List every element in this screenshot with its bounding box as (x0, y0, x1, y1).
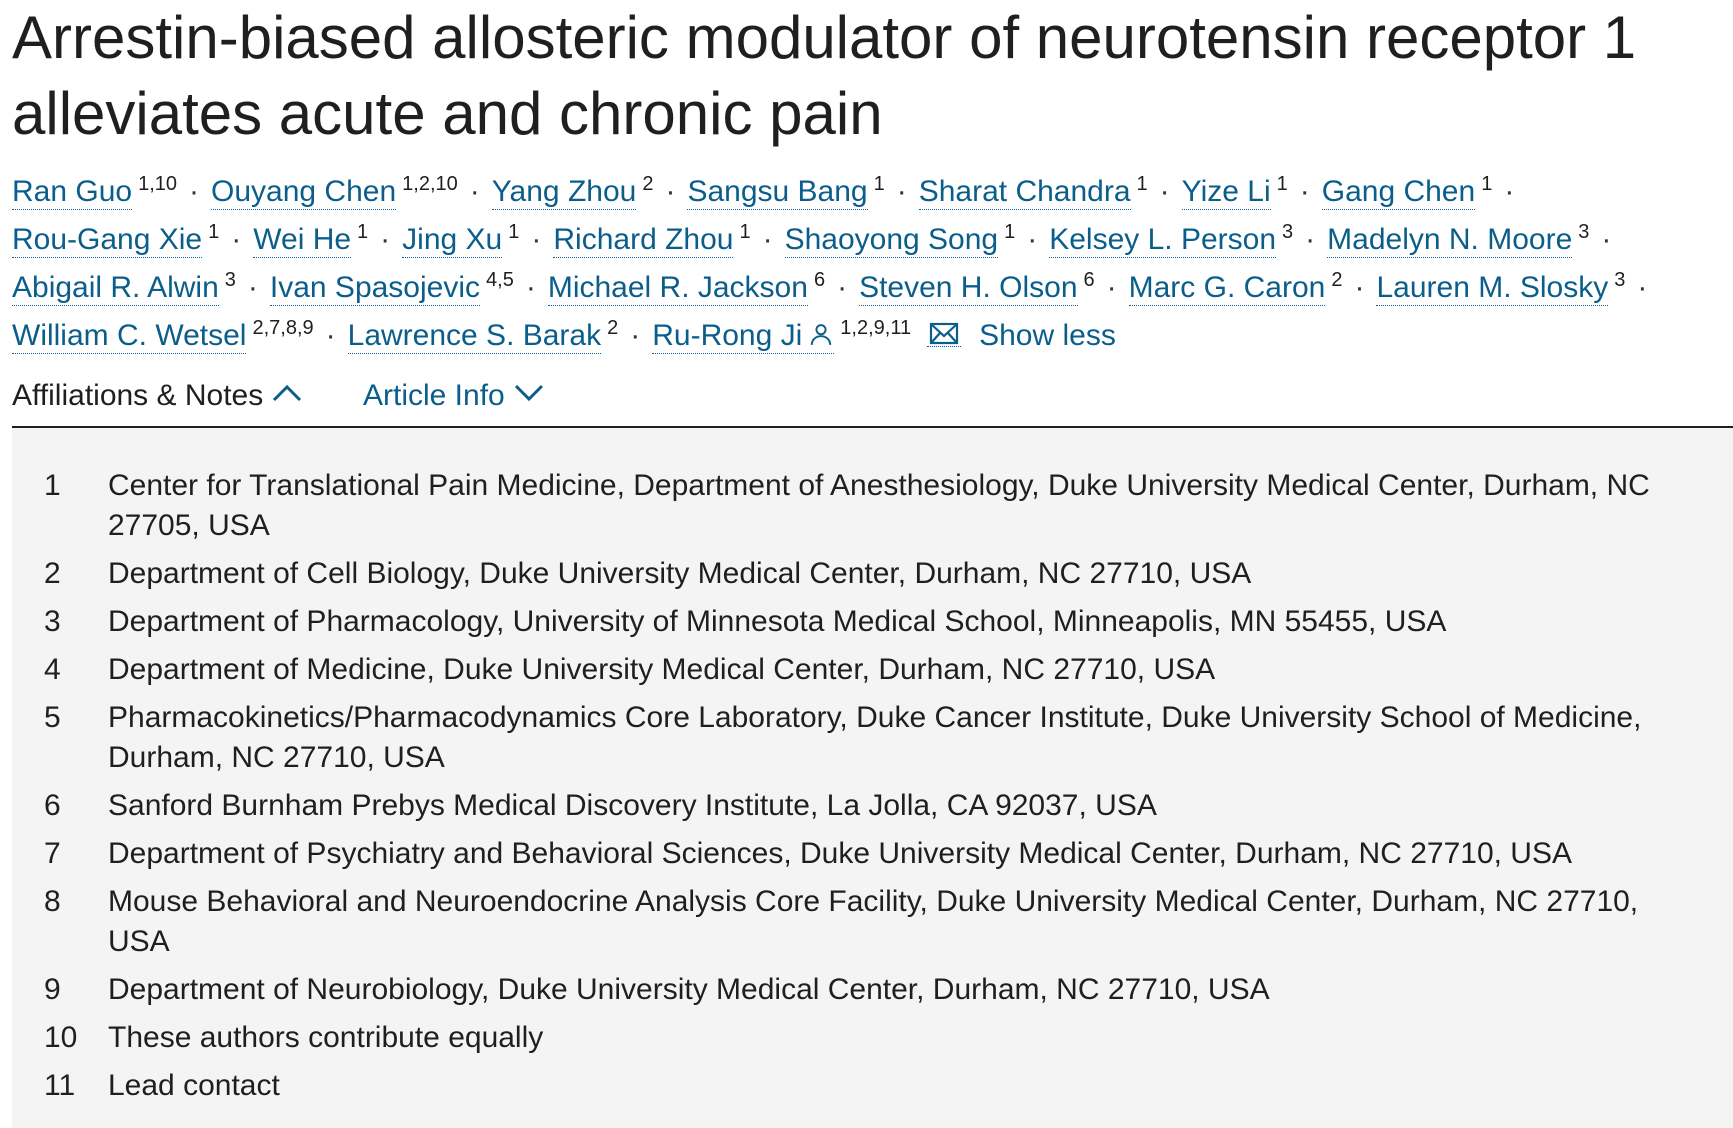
author-link[interactable] (652, 319, 834, 354)
author-link[interactable]: Marc G. Caron (1128, 271, 1326, 304)
author-separator: · (525, 271, 536, 304)
affiliation-number: 3 (44, 605, 61, 638)
person-icon (808, 321, 834, 347)
affiliation-number: 4 (44, 653, 61, 686)
author-affiliation-refs: 1 (1276, 173, 1288, 195)
chevron-down-icon (513, 382, 545, 404)
author-affiliation-refs: 1,2,9,11 (840, 317, 912, 339)
affiliation-item (12, 466, 1668, 546)
affiliation-number: 7 (44, 837, 61, 870)
author-list (12, 168, 1712, 360)
author-separator: · (1299, 175, 1310, 208)
author-separator: · (1601, 223, 1612, 256)
affiliation-number: 2 (44, 557, 61, 590)
author-separator: · (762, 223, 773, 256)
author-separator: · (1504, 175, 1515, 208)
author-affiliation-refs: 3 (1578, 221, 1590, 243)
author-separator: · (1106, 271, 1117, 304)
author-separator: · (531, 223, 542, 256)
affiliation-item (12, 698, 1668, 778)
tab-article-info[interactable] (363, 376, 545, 416)
author-affiliation-refs: 1 (1136, 173, 1148, 195)
author-entry (211, 175, 458, 208)
author-affiliation-refs: 1 (739, 221, 751, 243)
affiliation-text: Department of Pharmacology, University of Minnesota Medical School, Minneapolis, MN 55455, USA (108, 605, 1447, 638)
article-header (12, 0, 1712, 360)
affiliation-text: Department of Neurobiology, Duke University Medical Center, Durham, NC 27710, USA (108, 973, 1270, 1006)
author-entry (1376, 271, 1625, 304)
author-link[interactable]: Lawrence S. Barak (347, 319, 602, 352)
author-entry (12, 319, 314, 352)
affiliation-item (12, 602, 1668, 642)
chevron-up-icon (271, 382, 303, 404)
author-entry (12, 271, 236, 304)
author-link[interactable]: Rou-Gang Xie (12, 223, 203, 256)
author-affiliation-refs: 1,10 (138, 173, 178, 195)
affiliations-panel (12, 428, 1733, 1128)
author-separator: · (469, 175, 480, 208)
author-affiliation-refs: 1 (357, 221, 369, 243)
affiliation-item (12, 882, 1668, 962)
affiliation-number: 5 (44, 701, 61, 734)
author-entry (253, 223, 368, 256)
author-affiliation-refs: 1 (1004, 221, 1016, 243)
author-link[interactable]: Yang Zhou (491, 175, 637, 208)
affiliation-number: 1 (44, 469, 61, 502)
author-affiliation-refs: 3 (1614, 269, 1626, 291)
author-link[interactable]: Wei He (253, 223, 352, 256)
author-affiliation-refs: 3 (224, 269, 236, 291)
author-link[interactable]: Kelsey L. Person (1049, 223, 1277, 256)
author-affiliation-refs: 2 (607, 317, 619, 339)
author-separator: · (1305, 223, 1316, 256)
author-affiliation-refs: 1 (1481, 173, 1493, 195)
affiliation-text: Center for Translational Pain Medicine, Department of Anesthesiology, Duke University Medical Center, Durham, NC 27705, USA (108, 469, 1650, 542)
author-separator: · (1637, 271, 1648, 304)
author-affiliation-refs: 1 (208, 221, 220, 243)
author-link[interactable]: Sangsu Bang (687, 175, 868, 208)
author-separator: · (630, 319, 641, 352)
author-link[interactable]: Madelyn N. Moore (1327, 223, 1573, 256)
article-title: Arrestin-biased allosteric modulator of neurotensin receptor 1 alleviates acute and chronic pain (12, 4, 1637, 147)
affiliation-item (12, 554, 1668, 594)
affiliation-text: Pharmacokinetics/Pharmacodynamics Core Laboratory, Duke Cancer Institute, Duke University School of Medicine, Durham, NC 27710, USA (108, 701, 1642, 774)
affiliation-number: 6 (44, 789, 61, 822)
affiliation-text: Lead contact (108, 1069, 280, 1102)
author-link[interactable]: Shaoyong Song (784, 223, 999, 256)
author-entry (402, 223, 519, 256)
author-affiliation-refs: 1 (508, 221, 520, 243)
affiliation-text: Department of Medicine, Duke University Medical Center, Durham, NC 27710, USA (108, 653, 1216, 686)
author-entry (1182, 175, 1288, 208)
author-link[interactable]: Abigail R. Alwin (12, 271, 219, 304)
author-separator: · (1027, 223, 1038, 256)
author-link[interactable]: Gang Chen (1321, 175, 1476, 208)
author-separator: · (837, 271, 848, 304)
affiliation-item (12, 650, 1668, 690)
author-link[interactable]: Sharat Chandra (918, 175, 1131, 208)
info-tabs (12, 368, 1733, 428)
author-entry (348, 319, 619, 352)
author-affiliation-refs: 1,2,10 (402, 173, 458, 195)
affiliation-item (12, 834, 1668, 874)
show-less-link[interactable]: Show less (979, 319, 1116, 352)
author-link[interactable]: Lauren M. Slosky (1376, 271, 1609, 304)
author-affiliation-refs: 2 (642, 173, 654, 195)
author-entry (553, 223, 750, 256)
tab-label: Affiliations & Notes (12, 379, 264, 412)
author-link[interactable]: Michael R. Jackson (547, 271, 808, 304)
author-affiliation-refs: 2 (1331, 269, 1343, 291)
author-affiliation-refs: 6 (813, 269, 826, 291)
author-entry (1327, 223, 1589, 256)
affiliation-text: These authors contribute equally (108, 1021, 544, 1054)
affiliation-text: Department of Cell Biology, Duke University Medical Center, Durham, NC 27710, USA (108, 557, 1252, 590)
author-link[interactable]: Steven H. Olson (859, 271, 1078, 304)
author-link[interactable]: Yize Li (1181, 175, 1271, 208)
author-separator: · (1354, 271, 1365, 304)
author-separator: · (896, 175, 907, 208)
affiliation-number: 8 (44, 885, 61, 918)
author-affiliation-refs: 2,7,8,9 (252, 317, 314, 339)
affiliation-number: 9 (44, 973, 61, 1006)
author-link[interactable]: Ouyang Chen (211, 175, 397, 208)
author-entry (859, 271, 1095, 304)
author-entry-corresponding (652, 319, 911, 352)
affiliation-text: Sanford Burnham Prebys Medical Discovery Institute, La Jolla, CA 92037, USA (108, 789, 1157, 822)
author-affiliation-refs: 4,5 (486, 269, 514, 291)
affiliation-text: Mouse Behavioral and Neuroendocrine Analysis Core Facility, Duke University Medical Center, Durham, NC 27710, USA (108, 885, 1639, 958)
author-entry (548, 271, 825, 304)
affiliation-number: 11 (44, 1069, 76, 1102)
tab-label: Article Info (363, 379, 505, 412)
author-affiliation-refs: 6 (1083, 269, 1095, 291)
affiliation-item (12, 970, 1668, 1010)
author-separator: · (189, 175, 200, 208)
affiliation-item (12, 1018, 1668, 1058)
author-entry (12, 223, 219, 256)
tab-affiliations-notes[interactable] (12, 376, 303, 431)
affiliation-item (12, 786, 1668, 826)
author-separator: · (665, 175, 676, 208)
affiliation-text: Department of Psychiatry and Behavioral Sciences, Duke University Medical Center, Durham, NC 27710, USA (108, 837, 1572, 870)
author-entry (12, 175, 177, 208)
author-entry (492, 175, 654, 208)
affiliations-list (12, 428, 1733, 1106)
author-separator: · (231, 223, 242, 256)
author-entry (919, 175, 1148, 208)
author-separator: · (325, 319, 336, 352)
author-link[interactable]: Ivan Spasojevic (269, 271, 481, 304)
author-entry (270, 271, 514, 304)
author-link-text: Ru-Rong Ji (652, 319, 803, 352)
author-entry (785, 223, 1016, 256)
author-link[interactable]: Richard Zhou (553, 223, 734, 256)
author-link[interactable]: William C. Wetsel (12, 319, 247, 352)
author-affiliation-refs: 1 (873, 173, 885, 195)
author-entry (1049, 223, 1293, 256)
author-separator: · (247, 271, 258, 304)
affiliation-number: 10 (44, 1021, 78, 1054)
author-separator: · (380, 223, 391, 256)
author-link[interactable]: Ran Guo (12, 175, 133, 208)
affiliation-item (12, 1066, 1668, 1106)
author-entry (1129, 271, 1343, 304)
author-link[interactable]: Jing Xu (402, 223, 503, 256)
author-entry (1322, 175, 1493, 208)
author-entry (687, 175, 884, 208)
author-affiliation-refs: 3 (1282, 221, 1294, 243)
envelope-icon[interactable] (927, 316, 961, 347)
author-separator: · (1159, 175, 1170, 208)
